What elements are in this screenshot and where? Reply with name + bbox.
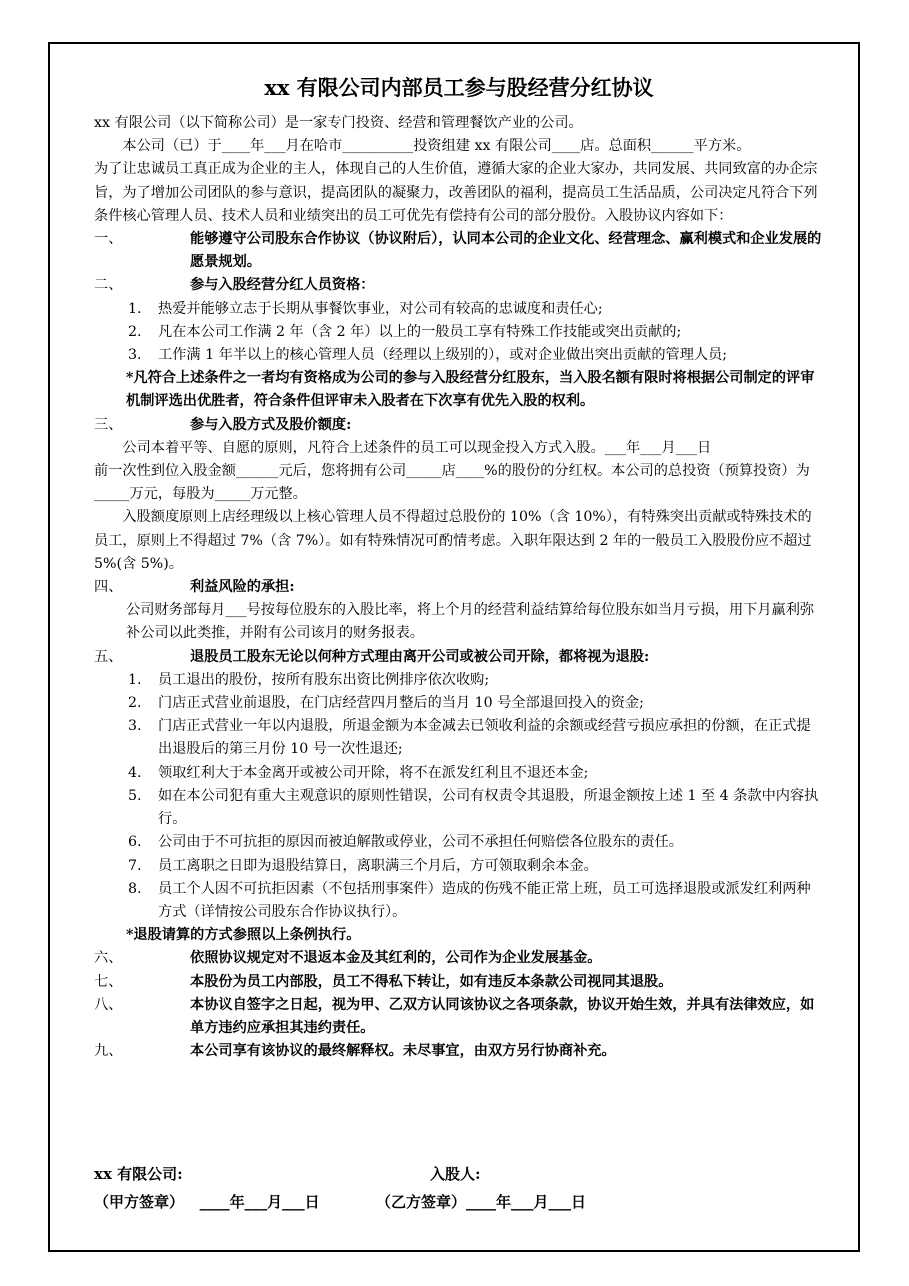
section-number: 一、: [94, 231, 123, 248]
list-item-text: 领取红利大于本金离开或被公司开除，将不在派发红利且不退还本金;: [158, 764, 589, 781]
section-text: 本公司享有该协议的最终解释权。未尽事宜，由双方另行协商补充。: [190, 1043, 616, 1060]
section-3-paragraph-2: 入股额度原则上店经理级以上核心管理人员不得超过总股份的 10%（含 10%），有特殊突出贡献或特殊技术的员工，原则上不得超过 7%（含 7%）。如有特殊情况可酌情考虑。入职年限达到 2 年的一般员工入股股份应不超过 5%(含 5%)。: [94, 509, 812, 572]
list-item: [94, 855, 824, 878]
section-7: [94, 971, 824, 994]
section-number: 二、: [94, 277, 123, 294]
section-number: 四、: [94, 579, 123, 596]
list-item-number: 3.: [128, 347, 142, 364]
section-8: [94, 994, 824, 1040]
section-2: [94, 274, 824, 297]
list-item: [94, 321, 824, 344]
intro-paragraph: 为了让忠诚员工真正成为企业的主人，体现自己的人生价值，遵循大家的企业大家办，共同发展、共同致富的办企宗旨，为了增加公司团队的参与意识，提高团队的凝聚力，改善团队的福利，提高员工生活品质，公司决定凡符合下列条件核心管理人员、技术人员和业绩突出的员工可优先有偿持有公司的部分股份。入股协议内容如下：: [94, 161, 818, 224]
list-item-number: 6.: [128, 834, 142, 851]
list-item-text: 工作满 1 年半以上的核心管理人员（经理以上级别的），或对企业做出突出贡献的管理人员;: [158, 347, 728, 364]
list-item: [94, 878, 824, 924]
section-number: 八、: [94, 996, 123, 1013]
list-item-number: 3.: [128, 718, 142, 735]
list-item-text: 如在本公司犯有重大主观意识的原则性错误，公司有权责令其退股，所退金额按上述 1 至 4 条款中内容执行。: [158, 787, 819, 828]
section-heading: 利益风险的承担:: [190, 579, 295, 596]
investor-label: 入股人:: [430, 1165, 481, 1183]
section-number: 三、: [94, 416, 123, 433]
section-heading: 退股员工股东无论以何种方式理由离开公司或被公司开除，都将视为退股:: [190, 648, 650, 665]
list-item: [94, 298, 824, 321]
list-item-text: 热爱并能够立志于长期从事餐饮事业，对公司有较高的忠诚度和责任心;: [158, 300, 603, 317]
list-item-number: 7.: [128, 857, 142, 874]
list-item-number: 1.: [128, 300, 142, 317]
list-item-text: 凡在本公司工作满 2 年（含 2 年）以上的一般员工享有特殊工作技能或突出贡献的;: [158, 323, 682, 340]
section-number: 九、: [94, 1043, 123, 1060]
section-text: 本协议自签字之日起，视为甲、乙双方认同该协议之各项条款，协议开始生效，并具有法律效应，如单方违约应承担其违约责任。: [190, 996, 815, 1036]
section-3: [94, 414, 824, 437]
list-item-number: 4.: [128, 764, 142, 781]
section-9: [94, 1040, 824, 1063]
list-item-text: 门店正式营业前退股，在门店经营四月整后的当月 10 号全部退回投入的资金;: [158, 695, 644, 712]
list-item-number: 1.: [128, 671, 142, 688]
section-6: [94, 947, 824, 970]
intro-line-1: xx 有限公司（以下简称公司）是一家专门投资、经营和管理餐饮产业的公司。: [94, 115, 583, 131]
section-1: [94, 228, 824, 274]
list-item: [94, 344, 824, 367]
section-5: [94, 646, 824, 669]
section-4-paragraph: 公司财务部每月___号按每位股东的入股比率，将上个月的经营利益结算给每位股东如当月亏损，用下月赢利弥补公司以此类推，并附有公司该月的财务报表。: [126, 602, 815, 642]
party-b-signature-line: （乙方签章）____年___月___日: [376, 1193, 587, 1211]
list-item: [94, 692, 824, 715]
section-text: 能够遵守公司股东合作协议（协议附后），认同本公司的企业文化、经营理念、赢利模式和企业发展的愿景规划。: [190, 231, 822, 271]
section-text: 依照协议规定对不退返本金及其红利的，公司作为企业发展基金。: [190, 950, 602, 967]
section-text: 本股份为员工内部股，员工不得私下转让，如有违反本条款公司视同其退股。: [190, 973, 673, 990]
section-3-paragraph-1: 公司本着平等、自愿的原则，凡符合上述条件的员工可以现金投入方式入股。___年___月___日: [122, 439, 712, 456]
company-label: xx 有限公司:: [94, 1165, 183, 1183]
list-item-text: 员工离职之日即为退股结算日，离职满三个月后，方可领取剩余本金。: [158, 857, 598, 874]
section-heading: 参与入股经营分红人员资格：: [190, 277, 375, 294]
list-item: [94, 669, 824, 692]
intro-line-2: 本公司（已）于____年___月在哈市__________投资组建 xx 有限公司____店。总面积______平方米。: [122, 138, 751, 155]
list-item: [94, 831, 824, 854]
signature-block: [94, 1160, 824, 1216]
section-heading: 参与入股方式及股价额度:: [190, 416, 352, 433]
section-number: 七、: [94, 973, 123, 990]
list-item-text: 员工退出的股份，按所有股东出资比例排序依次收购;: [158, 671, 490, 688]
document-body: [94, 74, 824, 1063]
document-title: xx 有限公司内部员工参与股经营分红协议: [264, 75, 654, 100]
list-item: [94, 715, 824, 761]
list-item-number: 5.: [128, 787, 142, 804]
list-item: [94, 785, 824, 831]
section-4: [94, 576, 824, 599]
section-5-note: *退股请算的方式参照以上条例执行。: [126, 927, 361, 944]
list-item-text: 员工个人因不可抗拒因素（不包括刑事案件）造成的伤残不能正常上班，员工可选择退股或派发红利两种方式（详情按公司股东合作协议执行）。: [158, 880, 811, 920]
list-item-text: 公司由于不可抗拒的原因而被迫解散或停业，公司不承担任何赔偿各位股东的责任。: [158, 834, 683, 851]
list-item-text: 门店正式营业一年以内退股，所退金额为本金减去已领收利益的余额或经营亏损应承担的份额，在正式提出退股后的第三月份 10 号一次性退还;: [158, 718, 811, 758]
list-item-number: 8.: [128, 880, 142, 897]
section-3-paragraph-1b: 前一次性到位入股金额______元后，您将拥有公司_____店____%的股份的分红权。本公司的总投资（预算投资）为_____万元，每股为_____万元整。: [94, 463, 810, 503]
section-number: 五、: [94, 648, 123, 665]
list-item: [94, 762, 824, 785]
section-number: 六、: [94, 950, 123, 967]
party-a-signature-line: （甲方签章） ____年___月___日: [94, 1193, 320, 1211]
list-item-number: 2.: [128, 695, 142, 712]
list-item-number: 2.: [128, 323, 142, 340]
section-2-note: *凡符合上述条件之一者均有资格成为公司的参与入股经营分红股东，当入股名额有限时将根据公司制定的评审机制评选出优胜者，符合条件但评审未入股者在下次享有优先入股的权利。: [126, 370, 815, 410]
